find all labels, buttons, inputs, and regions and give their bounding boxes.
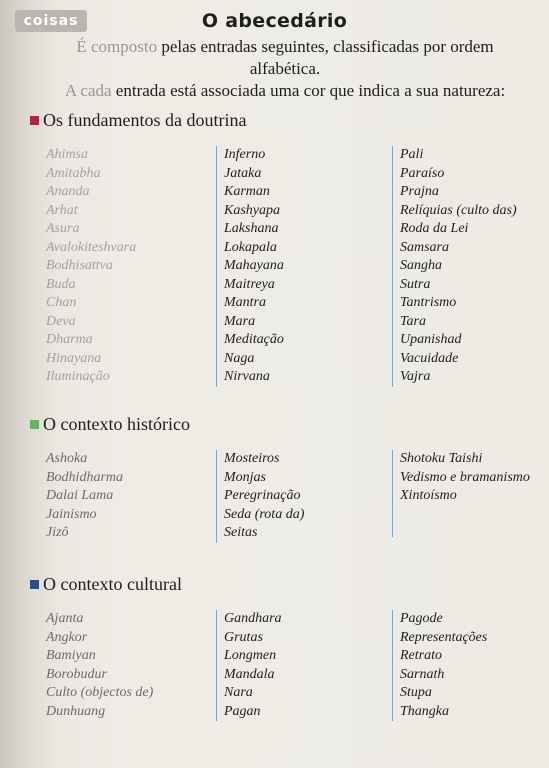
list-item: Roda da Lei: [400, 221, 469, 236]
list-item: Buda: [46, 276, 76, 292]
list-item: Culto (objectos de): [46, 685, 154, 700]
list-item: Mahayana: [224, 258, 284, 273]
list-item: Pali: [400, 147, 424, 162]
list-item: Chan: [46, 295, 77, 310]
list-item: Vedismo e bramanismo: [400, 469, 530, 485]
list-item: Maitreya: [224, 276, 275, 292]
list-item: Ajanta: [46, 611, 84, 626]
list-item: Representações: [400, 629, 488, 645]
list-item: Naga: [224, 350, 255, 366]
category-color-square: [30, 116, 39, 125]
section-title: Os fundamentos da doutrina: [43, 110, 247, 130]
list-item: Mara: [224, 313, 256, 329]
list-item: Dunhuang: [46, 703, 106, 719]
cultural-column-3: [392, 610, 487, 721]
list-item: Hinayana: [46, 350, 102, 366]
list-item: Seda (rota da): [224, 506, 305, 522]
section-header-doctrine: [30, 110, 246, 131]
list-item: Upanishad: [400, 332, 462, 347]
list-item: Mandala: [224, 666, 275, 682]
intro-paragraph: [50, 36, 520, 102]
list-item: Ahimsa: [46, 147, 88, 162]
list-item: Borobudur: [46, 666, 107, 682]
list-item: Thangka: [400, 703, 449, 719]
section-header-cultural: [30, 574, 182, 595]
list-item: Jainismo: [46, 506, 97, 522]
page-title: O abecedário: [201, 10, 348, 32]
doctrine-column-2: [216, 146, 284, 387]
historical-column-3: [392, 450, 530, 537]
list-item: Deva: [46, 313, 76, 329]
list-item: Relíquias (culto das): [400, 202, 517, 218]
intro-line1-rest: pelas entradas seguintes, classificadas por ordem alfabética.: [157, 37, 494, 78]
list-item: Longmen: [224, 648, 277, 663]
list-item: Karman: [224, 184, 270, 199]
list-item: Pagan: [224, 703, 261, 719]
list-item: Monjas: [224, 469, 266, 485]
intro-line2-rest: entrada está associada uma cor que indica a sua natureza:: [111, 81, 506, 100]
list-item: Iluminação: [46, 369, 110, 384]
list-item: Xintoísmo: [400, 488, 457, 503]
list-item: Asura: [46, 221, 80, 236]
list-item: Bamiyan: [46, 648, 96, 663]
list-item: Vajra: [400, 369, 431, 384]
list-item: Grutas: [224, 629, 263, 645]
historical-column-2: [216, 450, 304, 543]
list-item: Vacuidade: [400, 350, 459, 366]
list-item: Tara: [400, 313, 426, 329]
list-item: Tantrismo: [400, 295, 457, 310]
list-item: Arhat: [46, 202, 78, 218]
list-item: Bodhisattva: [46, 258, 113, 273]
list-item: Lakshana: [224, 221, 279, 236]
list-item: Meditação: [224, 332, 284, 347]
intro-line1-faded: É composto: [76, 37, 158, 56]
list-item: Jataka: [224, 165, 262, 181]
list-item: Sangha: [400, 258, 442, 273]
list-item: Bodhidharma: [46, 469, 123, 485]
list-item: Avalokiteshvara: [46, 239, 137, 255]
list-item: Gandhara: [224, 611, 282, 626]
list-item: Mantra: [224, 295, 266, 310]
list-item: Pagode: [400, 611, 443, 626]
list-item: Dalai Lama: [46, 488, 114, 503]
list-item: Dharma: [46, 332, 93, 347]
list-item: Seitas: [224, 525, 258, 540]
list-item: Sutra: [400, 276, 431, 292]
section-title: O contexto histórico: [43, 414, 190, 434]
list-item: Retrato: [400, 648, 442, 663]
list-item: Nirvana: [224, 369, 270, 384]
list-item: Mosteiros: [224, 451, 280, 466]
doctrine-column-3: [392, 146, 517, 387]
category-color-square: [30, 580, 39, 589]
cultural-column-1: [46, 610, 153, 721]
list-item: Nara: [224, 685, 253, 700]
list-item: Shotoku Taishi: [400, 451, 483, 466]
historical-column-1: [46, 450, 123, 543]
list-item: Inferno: [224, 147, 266, 162]
list-item: Samsara: [400, 239, 450, 255]
list-item: Angkor: [46, 629, 88, 645]
section-title: O contexto cultural: [43, 574, 182, 594]
doctrine-column-1: [46, 146, 136, 387]
list-item: Ashoka: [46, 451, 88, 466]
cultural-column-2: [216, 610, 282, 721]
list-item: Prajna: [400, 184, 439, 199]
list-item: Sarnath: [400, 666, 445, 682]
list-item: Jizô: [46, 525, 69, 540]
section-badge: coisas: [15, 10, 87, 32]
list-item: Amitabha: [46, 165, 101, 181]
category-color-square: [30, 420, 39, 429]
list-item: Lokapala: [224, 239, 277, 255]
list-item: Ananda: [46, 184, 90, 199]
list-item: Kashyapa: [224, 202, 280, 218]
list-item: Paraíso: [400, 165, 445, 181]
list-item: Peregrinação: [224, 488, 301, 503]
section-header-historical: [30, 414, 190, 435]
intro-line2-faded: A cada: [64, 81, 112, 100]
list-item: Stupa: [400, 685, 432, 700]
